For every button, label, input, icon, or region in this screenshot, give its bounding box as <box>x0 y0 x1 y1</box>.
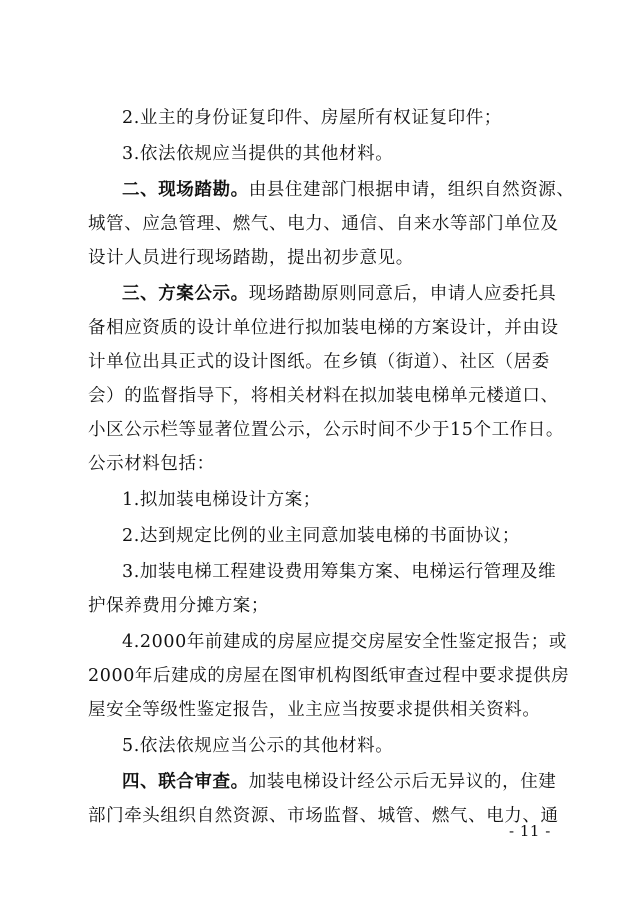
paragraph-text: 由县住建部门根据申请，组织自然资源、 <box>248 180 575 200</box>
publicity-item: 1.拟加装电梯设计方案； <box>122 490 321 510</box>
section-site-survey-first-line <box>122 178 575 202</box>
publicity-item-continuation: 屋安全等级性鉴定报告，业主应当按要求提供相关资料。 <box>88 700 541 720</box>
section-plan-publicity-first-line <box>122 282 557 306</box>
item-other-materials: 3.依法依规应当提供的其他材料。 <box>122 144 394 164</box>
section-heading: 四、联合审查。 <box>122 772 249 792</box>
publicity-item: 2.达到规定比例的业主同意加装电梯的书面协议； <box>122 526 520 546</box>
publicity-item: 4.2000年前建成的房屋应提交房屋安全性鉴定报告；或 <box>122 632 567 652</box>
paragraph-line: 城管、应急管理、燃气、电力、通信、自来水等部门单位及 <box>88 214 559 234</box>
section-heading: 二、现场踏勘。 <box>122 180 249 200</box>
publicity-item-continuation: 护保养费用分摊方案； <box>88 596 269 616</box>
paragraph-line: 小区公示栏等显著位置公示，公示时间不少于15个工作日。 <box>88 420 564 440</box>
paragraph-line: 公示材料包括： <box>88 454 215 474</box>
paragraph-line: 设计人员进行现场踏勘，提出初步意见。 <box>88 248 414 268</box>
paragraph-text: 加装电梯设计经公示后无异议的，住建 <box>248 772 557 792</box>
publicity-item: 5.依法依规应当公示的其他材料。 <box>122 736 394 756</box>
paragraph-line: 会）的监督指导下，将相关材料在拟加装电梯单元楼道口、 <box>88 386 559 406</box>
publicity-item: 3.加装电梯工程建设费用筹集方案、电梯运行管理及维 <box>122 562 557 582</box>
section-joint-review-first-line <box>122 770 557 794</box>
section-heading: 三、方案公示。 <box>122 284 249 304</box>
page-number: - 11 - <box>509 822 551 840</box>
paragraph-text: 现场踏勘原则同意后，申请人应委托具 <box>248 284 557 304</box>
publicity-item-continuation: 2000年后建成的房屋在图审机构图纸审查过程中要求提供房 <box>88 666 570 686</box>
paragraph-line: 部门牵头组织自然资源、市场监督、城管、燃气、电力、通 <box>88 806 559 826</box>
paragraph-line: 计单位出具正式的设计图纸。在乡镇（街道）、社区（居委 <box>88 352 550 372</box>
paragraph-line: 备相应资质的设计单位进行拟加装电梯的方案设计，并由设 <box>88 318 559 338</box>
item-owner-id-copy: 2.业主的身份证复印件、房屋所有权证复印件； <box>122 108 502 128</box>
